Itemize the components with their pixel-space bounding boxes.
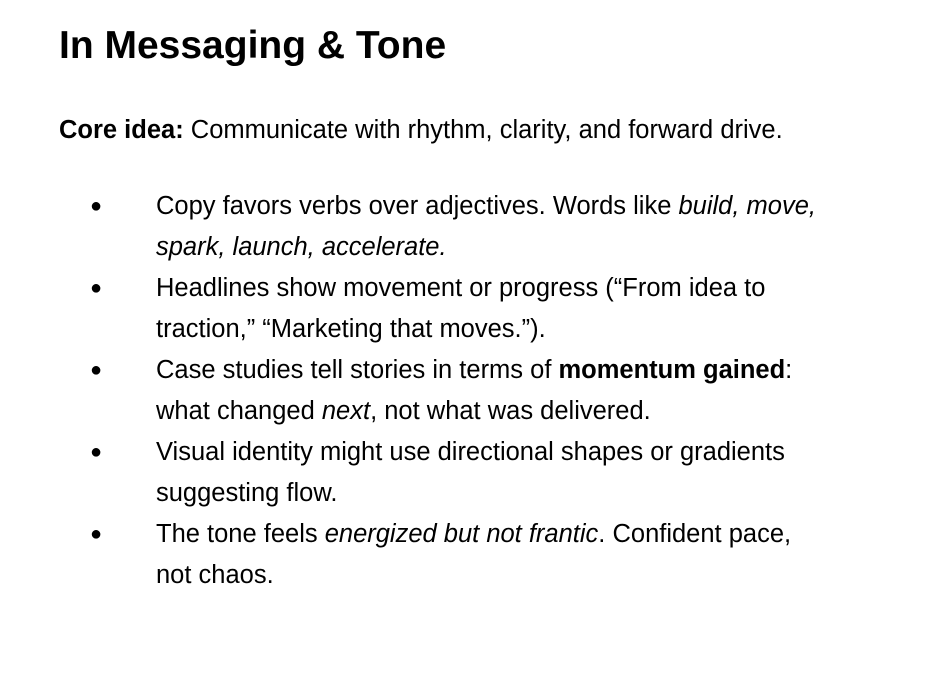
list-item-text: Visual identity might use directional shapes or gradients suggesting flow. bbox=[156, 438, 785, 507]
bullet-icon: ● bbox=[90, 441, 103, 463]
list-item-text: Case studies tell stories in terms of bbox=[156, 356, 559, 384]
list-item-text: Headlines show movement or progress (“From idea to traction,” “Marketing that moves.”). bbox=[156, 274, 766, 343]
bullet-icon: ● bbox=[90, 195, 103, 217]
list-item-text: : what changed bbox=[156, 356, 793, 425]
list-item bbox=[59, 186, 826, 268]
bullet-icon: ● bbox=[90, 277, 103, 299]
list-item-text: The tone feels bbox=[156, 520, 325, 548]
bullet-list bbox=[59, 186, 889, 596]
list-item-emphasis: energized but not frantic bbox=[324, 520, 599, 548]
list-item bbox=[59, 268, 826, 350]
list-item-emphasis: next bbox=[321, 397, 371, 425]
list-item-emphasis: build, move, spark, launch, accelerate. bbox=[156, 192, 816, 261]
section-heading: In Messaging & Tone bbox=[59, 24, 447, 67]
list-item bbox=[59, 350, 826, 432]
list-item bbox=[59, 432, 826, 514]
list-item bbox=[59, 514, 826, 596]
document-body bbox=[59, 22, 889, 596]
core-idea-label: Core idea: bbox=[59, 116, 184, 144]
list-item-text: . Confident pace, not chaos. bbox=[156, 520, 792, 589]
core-idea-text: Communicate with rhythm, clarity, and forward drive. bbox=[183, 116, 783, 144]
bullet-icon: ● bbox=[90, 523, 103, 545]
bullet-icon: ● bbox=[90, 359, 103, 381]
list-item-text: , not what was delivered. bbox=[370, 397, 651, 425]
core-idea-paragraph bbox=[59, 110, 849, 151]
list-item-text: Copy favors verbs over adjectives. Words like bbox=[156, 192, 679, 220]
list-item-strong: momentum gained bbox=[558, 356, 786, 384]
